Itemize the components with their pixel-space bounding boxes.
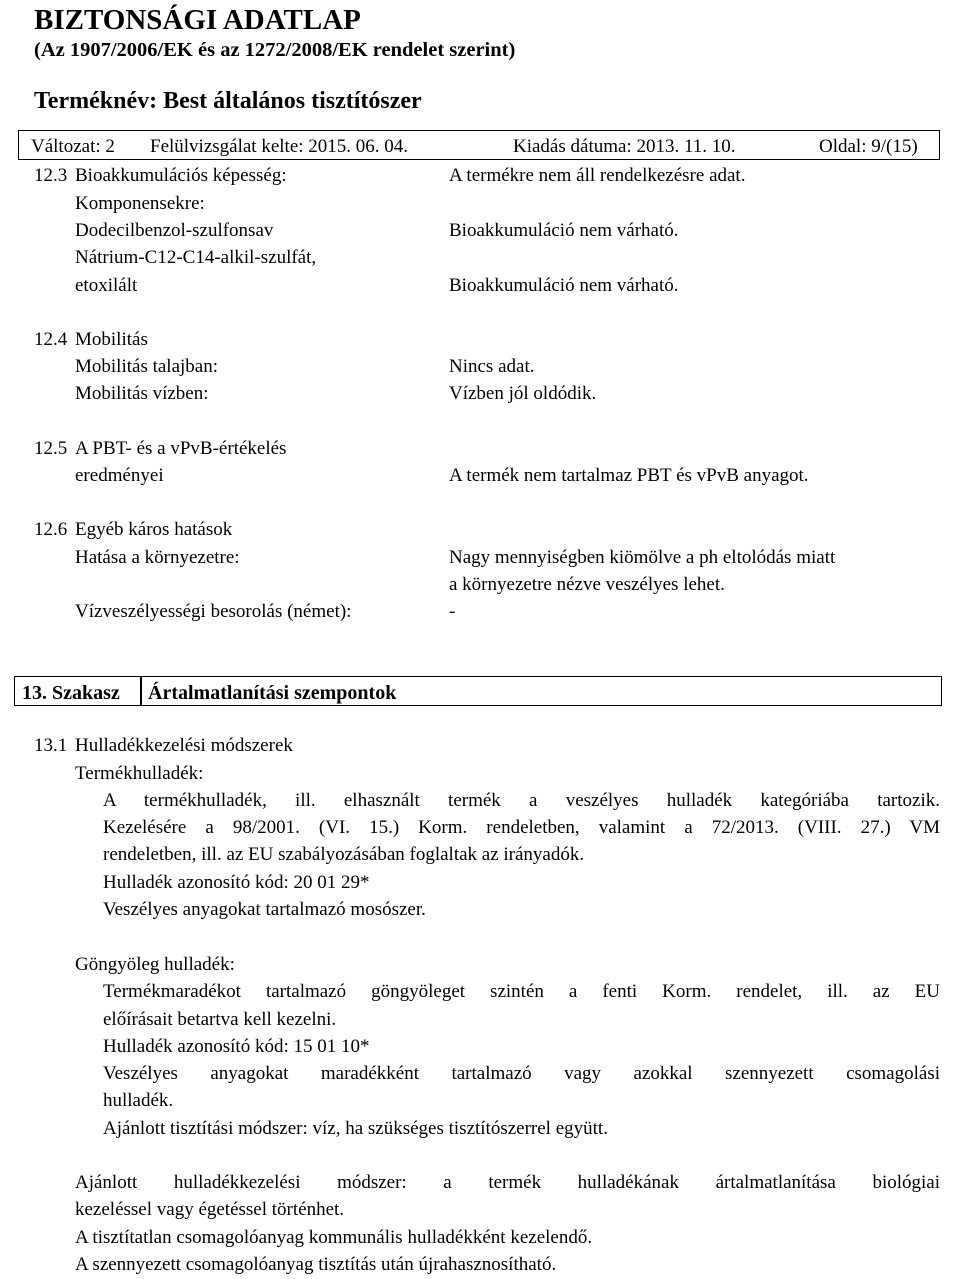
section-number-13-1: 13.1 <box>34 735 68 756</box>
environment-effect-value-line2: a környezetre nézve veszélyes lehet. <box>449 574 725 595</box>
packaging-waste-code: Hulladék azonosító kód: 15 01 10* <box>103 1036 370 1057</box>
packaging-waste-line: Veszélyes anyagokat maradékként tartalmazó vagy azokkal szennyezett csomagolási <box>103 1063 940 1084</box>
packaging-waste-label: Göngyöleg hulladék: <box>75 954 235 975</box>
section-header-divider <box>140 677 142 705</box>
document-meta-bar <box>18 130 940 160</box>
component-2-value: Bioakkumuláció nem várható. <box>449 275 679 296</box>
component-1-name: Dodecilbenzol-szulfonsav <box>75 220 274 241</box>
mobility-heading: Mobilitás <box>75 329 148 350</box>
cleaning-method-line: Ajánlott tisztítási módszer: víz, ha szükséges tisztítószerrel együtt. <box>103 1118 608 1139</box>
components-label: Komponensekre: <box>75 193 205 214</box>
review-date-label: Felülvizsgálat kelte: 2015. 06. 04. <box>150 136 409 157</box>
document-subtitle: (Az 1907/2006/EK és az 1272/2008/EK rendelet szerint) <box>34 39 516 61</box>
contaminated-packaging-line: A szennyezett csomagolóanyag tisztítás után újrahasznosítható. <box>75 1254 557 1275</box>
recommended-method-line: Ajánlott hulladékkezelési módszer: a termék hulladékának ártalmatlanítása biológiai <box>75 1172 940 1193</box>
section-13-header <box>14 676 942 706</box>
mobility-water-label: Mobilitás vízben: <box>75 383 209 404</box>
component-2-name-line2: etoxilált <box>75 275 138 296</box>
waste-treatment-heading: Hulladékkezelési módszerek <box>75 735 293 756</box>
recommended-method-line: kezeléssel vagy égetéssel történhet. <box>75 1199 345 1220</box>
environment-effect-value-line1: Nagy mennyiségben kiömölve a ph eltolódás miatt <box>449 547 836 568</box>
document-title: BIZTONSÁGI ADATLAP <box>34 4 361 36</box>
section-13-number: 13. Szakasz <box>22 682 120 704</box>
section-number-12-6: 12.6 <box>34 519 68 540</box>
pbt-heading-line2: eredményei <box>75 465 164 486</box>
packaging-waste-line: előírásait betartva kell kezelni. <box>103 1009 337 1030</box>
product-name: Terméknév: Best általános tisztítószer <box>34 88 422 114</box>
product-waste-code: Hulladék azonosító kód: 20 01 29* <box>103 872 370 893</box>
other-effects-heading: Egyéb káros hatások <box>75 519 233 540</box>
section-13-title: Ártalmatlanítási szempontok <box>148 682 397 704</box>
issue-date-label: Kiadás dátuma: 2013. 11. 10. <box>513 136 736 157</box>
mobility-soil-value: Nincs adat. <box>449 356 535 377</box>
bioaccumulation-value: A termékre nem áll rendelkezésre adat. <box>449 165 746 186</box>
environment-effect-label: Hatása a környezetre: <box>75 547 240 568</box>
mobility-water-value: Vízben jól oldódik. <box>449 383 597 404</box>
product-waste-line: A termékhulladék, ill. elhasznált termék a veszélyes hulladék kategóriába tartozik. <box>103 790 940 811</box>
product-waste-line: Kezelésére a 98/2001. (VI. 15.) Korm. rendeletben, valamint a 72/2013. (VIII. 27.) VM <box>103 817 940 838</box>
section-number-12-4: 12.4 <box>34 329 68 350</box>
product-waste-line: Veszélyes anyagokat tartalmazó mosószer. <box>103 899 426 920</box>
version-label: Változat: 2 <box>31 136 115 157</box>
page-number-label: Oldal: 9/(15) <box>819 136 918 157</box>
product-waste-label: Termékhulladék: <box>75 763 204 784</box>
pbt-value: A termék nem tartalmaz PBT és vPvB anyagot. <box>449 465 809 486</box>
section-number-12-5: 12.5 <box>34 438 68 459</box>
section-number-12-3: 12.3 <box>34 165 68 186</box>
component-1-value: Bioakkumuláció nem várható. <box>449 220 679 241</box>
product-waste-line: rendeletben, ill. az EU szabályozásában foglaltak az irányadók. <box>103 844 585 865</box>
pbt-heading-line1: A PBT- és a vPvB-értékelés <box>75 438 287 459</box>
uncleaned-packaging-line: A tisztítatlan csomagolóanyag kommunális hulladékként kezelendő. <box>75 1227 593 1248</box>
bioaccumulation-heading: Bioakkumulációs képesség: <box>75 165 287 186</box>
packaging-waste-line: hulladék. <box>103 1090 174 1111</box>
water-hazard-class-value: - <box>449 601 456 622</box>
mobility-soil-label: Mobilitás talajban: <box>75 356 219 377</box>
water-hazard-class-label: Vízveszélyességi besorolás (német): <box>75 601 352 622</box>
packaging-waste-line: Termékmaradékot tartalmazó göngyöleget szintén a fenti Korm. rendelet, ill. az EU <box>103 981 940 1002</box>
component-2-name-line1: Nátrium-C12-C14-alkil-szulfát, <box>75 247 317 268</box>
